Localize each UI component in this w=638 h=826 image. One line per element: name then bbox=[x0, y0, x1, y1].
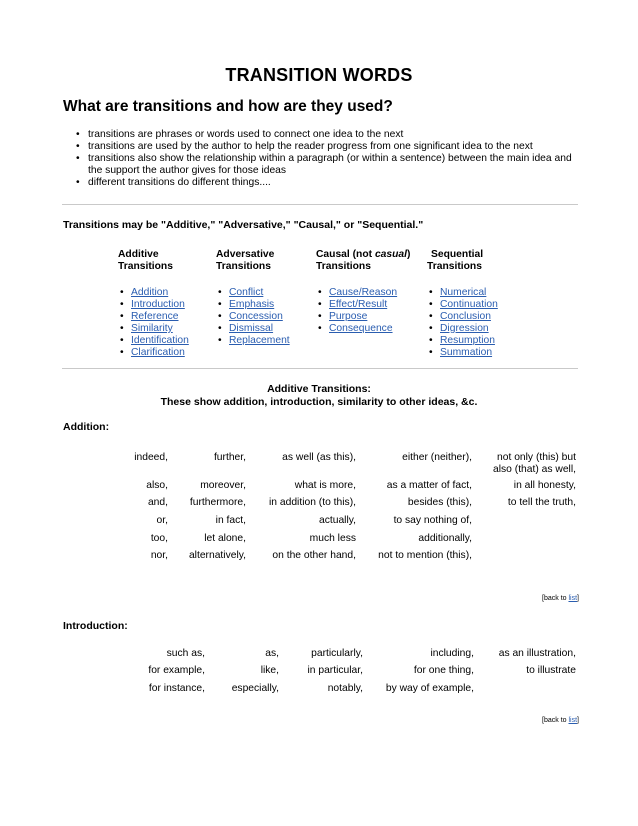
intro-bullet: • transitions are phrases or words used to connect one idea to the next bbox=[76, 129, 586, 141]
addition-label: Addition: bbox=[63, 421, 110, 433]
table-cell: such as, bbox=[166, 648, 205, 659]
table-cell: or, bbox=[156, 515, 168, 526]
category-heading: Sequential bbox=[431, 249, 484, 260]
table-cell: much less bbox=[309, 533, 356, 544]
table-cell: not to mention (this), bbox=[378, 550, 472, 561]
back-suffix: ] bbox=[577, 717, 579, 724]
link-introduction[interactable]: Introduction bbox=[131, 299, 185, 310]
category-sequential bbox=[427, 249, 498, 359]
heading-emphasis: casual bbox=[374, 249, 407, 260]
additive-section-title: Additive Transitions: bbox=[267, 383, 371, 395]
divider bbox=[62, 204, 578, 205]
table-cell: in fact, bbox=[215, 515, 246, 526]
back-prefix: [back to bbox=[542, 595, 569, 602]
back-to-list bbox=[542, 595, 579, 602]
link-purpose[interactable]: Purpose bbox=[329, 311, 368, 322]
table-cell: also (that) as well, bbox=[493, 464, 576, 475]
link-cause-reason[interactable]: Cause/Reason bbox=[329, 287, 398, 298]
table-cell: what is more, bbox=[294, 480, 356, 491]
table-cell: including, bbox=[430, 648, 474, 659]
link-similarity[interactable]: Similarity bbox=[131, 323, 173, 334]
link-addition[interactable]: Addition bbox=[131, 287, 169, 298]
link-consequence[interactable]: Consequence bbox=[329, 323, 393, 334]
category-adversative bbox=[216, 249, 290, 347]
additive-section-subtitle: These show addition, introduction, similarity to other ideas, &c. bbox=[160, 396, 478, 408]
table-cell: let alone, bbox=[204, 533, 246, 544]
transition-types-line: Transitions may be "Additive," "Adversative," "Causal," or "Sequential." bbox=[63, 219, 424, 231]
link-conflict[interactable]: Conflict bbox=[229, 287, 264, 298]
table-cell: further, bbox=[213, 452, 246, 463]
table-cell: notably, bbox=[327, 683, 363, 694]
category-link-list bbox=[316, 287, 410, 335]
link-digression[interactable]: Digression bbox=[440, 323, 489, 334]
divider bbox=[62, 368, 578, 369]
link-resumption[interactable]: Resumption bbox=[440, 335, 495, 346]
category-additive bbox=[118, 249, 189, 359]
link-identification[interactable]: Identification bbox=[131, 335, 189, 346]
table-cell: actually, bbox=[318, 515, 356, 526]
table-cell: also, bbox=[146, 480, 168, 491]
link-clarification[interactable]: Clarification bbox=[131, 347, 185, 358]
back-to-list-link[interactable]: list bbox=[568, 717, 578, 724]
table-cell: and, bbox=[147, 497, 168, 508]
intro-bullet: • transitions also show the relationship within a paragraph (or within a sentence) between the main idea and the support the author gives for those ideas bbox=[76, 153, 586, 177]
table-cell: to illustrate bbox=[526, 665, 576, 676]
table-cell: in addition (to this), bbox=[269, 497, 356, 508]
table-cell: either (neither), bbox=[402, 452, 472, 463]
table-cell: for instance, bbox=[148, 683, 205, 694]
table-cell: for example, bbox=[148, 665, 205, 676]
table-cell: on the other hand, bbox=[272, 550, 356, 561]
back-suffix: ] bbox=[577, 595, 579, 602]
link-summation[interactable]: Summation bbox=[440, 347, 493, 358]
table-cell: particularly, bbox=[311, 648, 363, 659]
table-cell: indeed, bbox=[134, 452, 168, 463]
back-prefix: [back to bbox=[542, 717, 569, 724]
table-cell: especially, bbox=[231, 683, 279, 694]
table-cell: by way of example, bbox=[385, 683, 474, 694]
intro-bullet: • different transitions do different things.... bbox=[76, 177, 586, 189]
link-reference[interactable]: Reference bbox=[131, 311, 179, 322]
intro-bullet-list bbox=[76, 129, 586, 189]
table-cell: nor, bbox=[150, 550, 168, 561]
table-cell: in all honesty, bbox=[513, 480, 576, 491]
table-cell: in particular, bbox=[307, 665, 363, 676]
table-cell: additionally, bbox=[418, 533, 472, 544]
intro-bullet: • transitions are used by the author to help the reader progress from one significant idea to the next bbox=[76, 141, 586, 153]
table-cell: to tell the truth, bbox=[507, 497, 576, 508]
back-to-list-link[interactable]: list bbox=[568, 595, 578, 602]
link-conclusion[interactable]: Conclusion bbox=[440, 311, 491, 322]
section-question: What are transitions and how are they used? bbox=[63, 98, 393, 115]
table-cell: moreover, bbox=[200, 480, 246, 491]
link-effect-result[interactable]: Effect/Result bbox=[329, 299, 388, 310]
table-cell: too, bbox=[150, 533, 168, 544]
category-heading: Additive bbox=[118, 249, 159, 260]
category-heading: Adversative bbox=[216, 249, 275, 260]
table-cell: as a matter of fact, bbox=[386, 480, 472, 491]
heading-text: Causal (not bbox=[316, 249, 375, 260]
table-cell: not only (this) but bbox=[497, 452, 576, 463]
category-heading: Transitions bbox=[216, 261, 271, 272]
table-cell: furthermore, bbox=[189, 497, 246, 508]
table-cell: alternatively, bbox=[188, 550, 246, 561]
link-continuation[interactable]: Continuation bbox=[440, 299, 498, 310]
introduction-label: Introduction: bbox=[63, 620, 128, 632]
link-concession[interactable]: Concession bbox=[229, 311, 283, 322]
category-heading: Transitions bbox=[316, 261, 371, 272]
table-cell: as, bbox=[265, 648, 279, 659]
category-link-list bbox=[118, 287, 189, 359]
table-cell: as an illustration, bbox=[498, 648, 576, 659]
category-heading: Transitions bbox=[427, 261, 482, 272]
link-dismissal[interactable]: Dismissal bbox=[229, 323, 274, 334]
category-causal bbox=[316, 249, 410, 335]
category-heading: Transitions bbox=[118, 261, 173, 272]
link-numerical[interactable]: Numerical bbox=[440, 287, 487, 298]
link-replacement[interactable]: Replacement bbox=[229, 335, 290, 346]
page-title: TRANSITION WORDS bbox=[225, 65, 413, 85]
heading-text: ) bbox=[407, 249, 411, 260]
category-link-list bbox=[427, 287, 498, 359]
category-heading bbox=[316, 249, 410, 261]
back-to-list bbox=[542, 717, 579, 724]
table-cell: as well (as this), bbox=[282, 452, 356, 463]
table-cell: to say nothing of, bbox=[393, 515, 472, 526]
table-cell: besides (this), bbox=[407, 497, 472, 508]
table-cell: like, bbox=[260, 665, 279, 676]
table-cell: for one thing, bbox=[413, 665, 474, 676]
category-link-list bbox=[216, 287, 290, 347]
link-emphasis[interactable]: Emphasis bbox=[229, 299, 275, 310]
